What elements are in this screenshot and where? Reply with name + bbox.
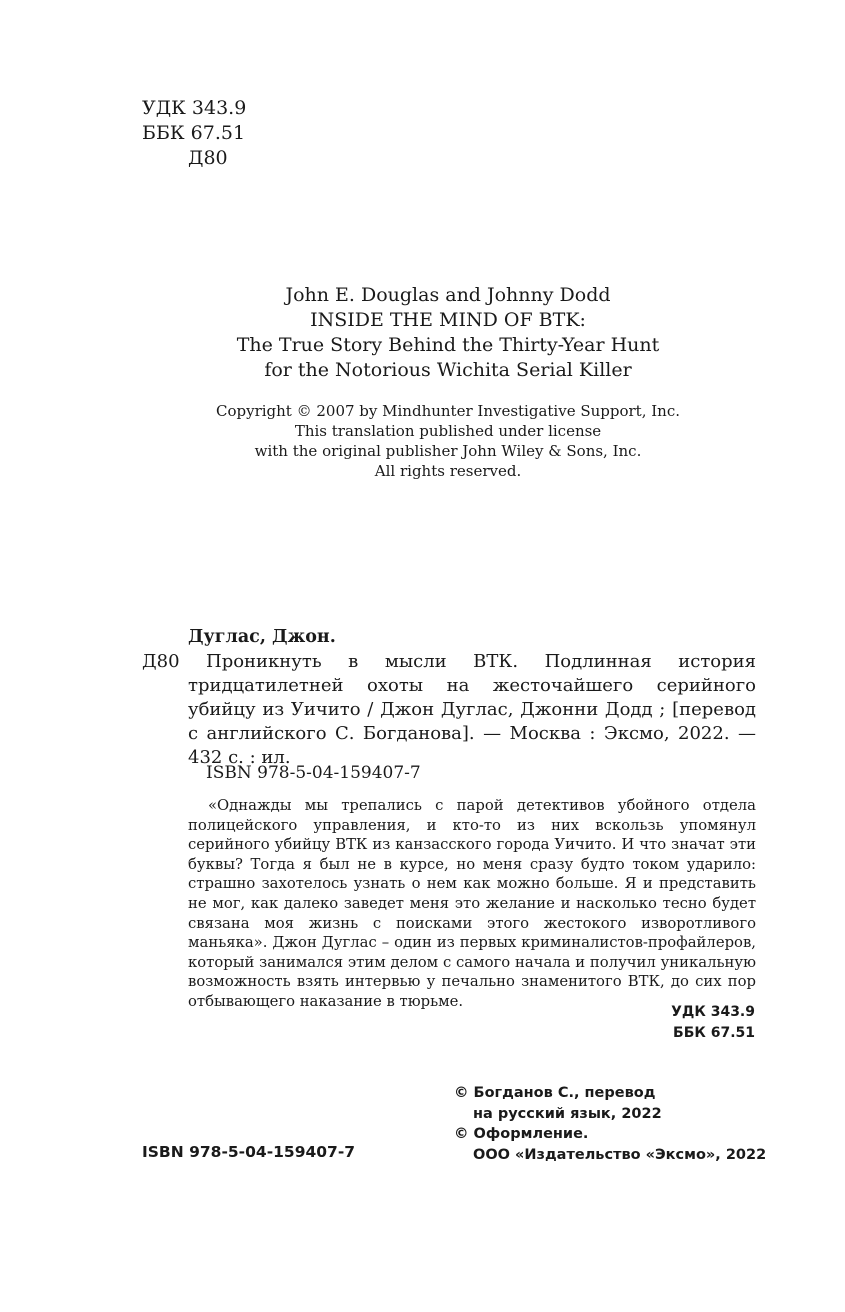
- record-udk: УДК 343.9: [671, 1004, 755, 1020]
- copyright-line: All rights reserved.: [374, 462, 522, 480]
- record-isbn: ISBN 978-5-04-159407-7: [206, 763, 421, 783]
- bbk-code: ББК 67.51: [142, 122, 246, 144]
- original-authors: John E. Douglas and Johnny Dodd: [285, 284, 611, 306]
- bibliographic-description: [188, 650, 756, 770]
- original-subtitle-line-1: The True Story Behind the Thirty-Year Hunt: [236, 334, 660, 356]
- footer-isbn: ISBN 978-5-04-159407-7: [142, 1143, 356, 1161]
- author-heading: Дуглас, Джон.: [188, 627, 336, 647]
- translation-copyright-line-1: © Богданов С., перевод: [454, 1085, 656, 1101]
- record-bbk: ББК 67.51: [673, 1025, 755, 1041]
- original-edition: [130, 283, 766, 383]
- author-mark: Д80: [188, 147, 228, 169]
- copyright-line: This translation published under license: [294, 422, 602, 440]
- udk-code: УДК 343.9: [142, 97, 247, 119]
- annotation-text: «Однажды мы трепались с парой детективов убойного отдела полицейского управления, и кто-то из них вскользь упомянул серийного убийцу ВТК из канзасского города Уичито. И что значат эти буквы? Тогда я был не в курсе, но меня сразу будто током ударило: страшно захотелось узнать о нем как можно больше. Я и представить не мог, как далеко заведет меня это желание и насколько тесно будет связана моя жизнь с поисками этого жестокого изворотливого маньяка». Джон Дуглас – один из первых криминалистов-профайлеров, который занимался этим делом с самого начала и получил уникальную возможность взять интервью у печально знаменитого ВТК, до сих пор отбывающего наказание в тюрьме.: [188, 797, 756, 1010]
- description-text: Проникнуть в мысли ВТК. Подлинная история тридцатилетней охоты на жесточайшего серийного убийцу из Уичито / Джон Дуглас, Джонни Додд ; [перевод с английского С. Богданова]. — Москва : Эксмо, 2022. — 432 с. : ил.: [188, 651, 756, 768]
- russian-copyrights: [454, 1083, 766, 1165]
- original-copyright: [130, 401, 766, 481]
- copyright-line: with the original publisher John Wiley & Sons, Inc.: [254, 442, 642, 460]
- original-title: INSIDE THE MIND OF BTK:: [310, 309, 586, 331]
- copyright-line: Copyright © 2007 by Mindhunter Investigative Support, Inc.: [215, 402, 681, 420]
- classification-block: [142, 96, 246, 171]
- original-subtitle-line-2: for the Notorious Wichita Serial Killer: [264, 359, 632, 381]
- translation-copyright-line-2: на русский язык, 2022: [473, 1105, 662, 1122]
- record-codes: [671, 1002, 755, 1044]
- record-author-mark: Д80: [142, 651, 180, 672]
- design-copyright-line-1: © Оформление.: [454, 1126, 589, 1142]
- design-copyright-line-2: ООО «Издательство «Эксмо», 2022: [473, 1146, 767, 1163]
